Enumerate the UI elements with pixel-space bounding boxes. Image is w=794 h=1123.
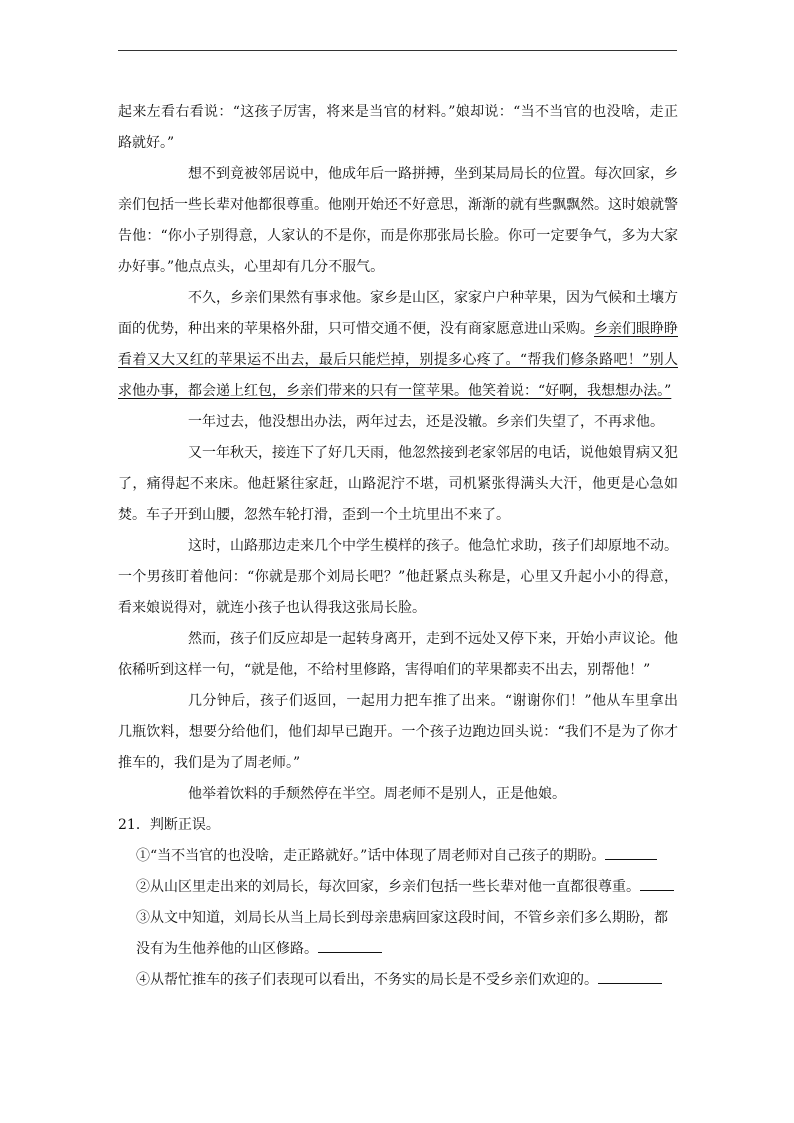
question-item-1-text: ①“当不当官的也没啥，走正路就好。”话中体现了周老师对自己孩子的期盼。 [136, 848, 606, 864]
paragraph-3-text: 不久，乡亲们果然有事求他。家乡是山区，家家户户种苹果，因为气候和土壤方面的优势，种出来的苹果格外甜，只可惜交通不便，没有商家愿意进山采购。 [118, 290, 678, 337]
header-rule [118, 50, 677, 51]
question-title: 21．判断正误。 [118, 817, 220, 833]
paragraph-1: 起来左看右看说：“这孩子厉害，将来是当官的材料。”娘却说：“当不当官的也没啥，走正路就好。” [118, 104, 678, 151]
question-item-3 [118, 903, 678, 965]
answer-blank-3[interactable] [318, 936, 382, 953]
paragraph-6: 这时，山路那边走来几个中学生模样的孩子。他急忙求助，孩子们却原地不动。一个男孩盯着他问：“你就是那个刘局长吧？”他赶紧点头称是，心里又升起小小的得意，看来娘说得对，就连小孩子也认得我这张局长脸。 [118, 538, 678, 616]
paragraph-8: 几分钟后，孩子们返回，一起用力把车推了出来。“谢谢你们！”他从车里拿出几瓶饮料，想要分给他们，他们却早已跑开。一个孩子边跑边回头说：“我们不是为了你才推车的，我们是为了周老师。” [118, 693, 678, 771]
underlined-passage: 乡亲们眼睁睁看着又大又红的苹果运不出去，最后只能烂掉，别提多心疼了。“帮我们修条路吧！”别人求他办事，都会递上红包，乡亲们带来的只有一筐苹果。他笑着说：“好啊，我想想办法。” [118, 321, 678, 399]
question-item-4 [118, 965, 678, 996]
answer-blank-4[interactable] [598, 967, 662, 984]
document-body [118, 97, 678, 996]
paragraph-4: 一年过去，他没想出办法，两年过去，还是没辙。乡亲们失望了，不再求他。 [188, 414, 664, 430]
question-item-4-text: ④从帮忙推车的孩子们表现可以看出，不务实的局长是不受乡亲们欢迎的。 [136, 972, 598, 988]
paragraph-3 [118, 283, 678, 407]
paragraph-5: 又一年秋天，接连下了好几天雨，他忽然接到老家邻居的电话，说他娘胃病又犯了，痛得起不来床。他赶紧往家赶，山路泥泞不堪，司机紧张得满头大汗，他更是心急如焚。车子开到山腰，忽然车轮打滑，歪到一个土坑里出不来了。 [118, 445, 678, 523]
paragraph-2: 想不到竟被邻居说中，他成年后一路拼搏，坐到某局局长的位置。每次回家，乡亲们包括一些长辈对他都很尊重。他刚开始还不好意思，渐渐的就有些飘飘然。这时娘就警告他：“你小子别得意，人家认的不是你，而是你那张局长脸。你可一定要争气，多为大家办好事。”他点点头，心里却有几分不服气。 [118, 166, 678, 275]
question-item-1 [118, 841, 678, 872]
paragraph-9: 他举着饮料的手颓然停在半空。周老师不是别人，正是他娘。 [188, 786, 566, 802]
question-item-2-text: ②从山区里走出来的刘局长，每次回家，乡亲们包括一些长辈对他一直都很尊重。 [136, 879, 640, 895]
answer-blank-1[interactable] [605, 843, 657, 860]
question-item-2 [118, 872, 678, 903]
paragraph-7: 然而，孩子们反应却是一起转身离开，走到不远处又停下来，开始小声议论。他依稀听到这样一句，“就是他，不给村里修路，害得咱们的苹果都卖不出去，别帮他！” [118, 631, 678, 678]
answer-blank-2[interactable] [640, 874, 674, 891]
question-item-3-text: ③从文中知道，刘局长从当上局长到母亲患病回家这段时间，不管乡亲们多么期盼，都没有为生他养他的山区修路。 [136, 910, 668, 957]
